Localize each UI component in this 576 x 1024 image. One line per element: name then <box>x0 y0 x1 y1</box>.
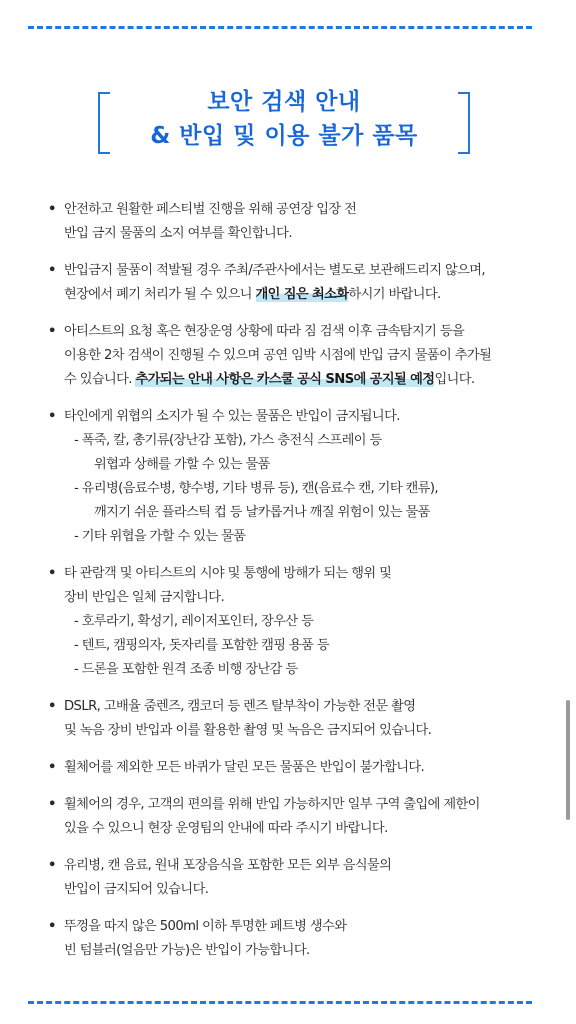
notice-list <box>48 198 548 976</box>
sub-item: - 텐트, 캠핑의자, 돗자리를 포함한 캠핑 용품 등 <box>74 638 329 653</box>
list-item: • 반입금지 물품이 적발될 경우 주최/주관사에서는 별도로 보관해드리지 않으며, 현장에서 폐기 처리가 될 수 있으니 개인 짐은 최소화하시기 바랍니다. <box>48 259 548 307</box>
list-item: • 유리병, 캔 음료, 원내 포장음식을 포함한 모든 외부 음식물의 반입이 금지되어 있습니다. <box>48 854 548 902</box>
sub-item: - 호루라기, 확성기, 레이저포인터, 장우산 등 <box>74 614 314 629</box>
bullet-dot: • <box>48 760 56 775</box>
sub-item: - 기타 위협을 가할 수 있는 물품 <box>74 529 246 544</box>
highlight-text: 추가되는 안내 사항은 카스쿨 공식 SNS에 공지될 예정 <box>135 372 435 387</box>
top-dashed-divider <box>28 26 532 29</box>
title-box <box>98 89 470 150</box>
bottom-dashed-divider <box>28 1001 532 1004</box>
list-item: • 아티스트의 요청 혹은 현장운영 상황에 따라 짐 검색 이후 금속탐지기 등을 이용한 2차 검색이 진행될 수 있으며 공연 임박 시점에 반입 금지 물품이 추가될 수 있습니다. 추가되는 안내 사항은 카스쿨 공식 SNS에 공지될 예정입니다. <box>48 320 548 392</box>
list-item: • 뚜껑을 따지 않은 500ml 이하 투명한 페트병 생수와 빈 텀블러(얼음만 가능)은 반입이 가능합니다. <box>48 915 548 963</box>
list-item: • 타인에게 위협의 소지가 될 수 있는 물품은 반입이 금지됩니다. - 폭죽, 칼, 총기류(장난감 포함), 가스 충전식 스프레이 등 위협과 상해를 가할 수 있는 물품 - 유리병(음료수병, 향수병, 기타 병류 등), 캔(음료수 캔, 기타 캔류), 깨지기 쉬운 플라스틱 컵 등 날카롭거나 깨질 위험이 있는 물품 - 기타 위협을 가할 수 있는 물품 <box>48 405 548 549</box>
sub-item: - 유리병(음료수병, 향수병, 기타 병류 등), 캔(음료수 캔, 기타 캔류), <box>74 481 438 496</box>
list-item: • 안전하고 원활한 페스티벌 진행을 위해 공연장 입장 전 반입 금지 물품의 소지 여부를 확인합니다. <box>48 198 548 246</box>
bullet-dot: • <box>48 699 56 714</box>
list-item: • DSLR, 고배율 줌렌즈, 캠코더 등 렌즈 탈부착이 가능한 전문 촬영 및 녹음 장비 반입과 이를 활용한 촬영 및 녹음은 금지되어 있습니다. <box>48 695 548 743</box>
bullet-dot: • <box>48 263 56 278</box>
list-item: • 휠체어의 경우, 고객의 편의를 위해 반입 가능하지만 일부 구역 출입에 제한이 있을 수 있으니 현장 운영팀의 안내에 따라 주시기 바랍니다. <box>48 793 548 841</box>
scrollbar[interactable] <box>566 700 570 820</box>
page-title: 보안 검색 안내 <box>207 89 361 115</box>
sub-item: - 폭죽, 칼, 총기류(장난감 포함), 가스 충전식 스프레이 등 <box>74 433 382 448</box>
list-item: • 타 관람객 및 아티스트의 시야 및 통행에 방해가 되는 행위 및 장비 반입은 일체 금지합니다. - 호루라기, 확성기, 레이저포인터, 장우산 등 - 텐트, 캠핑의자, 돗자리를 포함한 캠핑 용품 등 - 드론을 포함한 원격 조종 비행 장난감 등 <box>48 562 548 682</box>
bullet-dot: • <box>48 797 56 812</box>
bullet-dot: • <box>48 919 56 934</box>
bullet-dot: • <box>48 324 56 339</box>
sub-list <box>64 610 548 682</box>
bullet-dot: • <box>48 409 56 424</box>
list-item: • 휠체어를 제외한 모든 바퀴가 달린 모든 물품은 반입이 불가합니다. <box>48 756 548 780</box>
bullet-dot: • <box>48 202 56 217</box>
bullet-dot: • <box>48 858 56 873</box>
sub-item: 깨지기 쉬운 플라스틱 컵 등 날카롭거나 깨질 위험이 있는 물품 <box>94 505 430 520</box>
sub-list <box>64 429 548 549</box>
sub-item: 위협과 상해를 가할 수 있는 물품 <box>94 457 270 472</box>
sub-item: - 드론을 포함한 원격 조종 비행 장난감 등 <box>74 662 298 677</box>
bullet-dot: • <box>48 566 56 581</box>
highlight-text: 개인 짐은 최소화 <box>255 287 349 302</box>
page-subtitle: & 반입 및 이용 불가 품목 <box>150 123 418 149</box>
